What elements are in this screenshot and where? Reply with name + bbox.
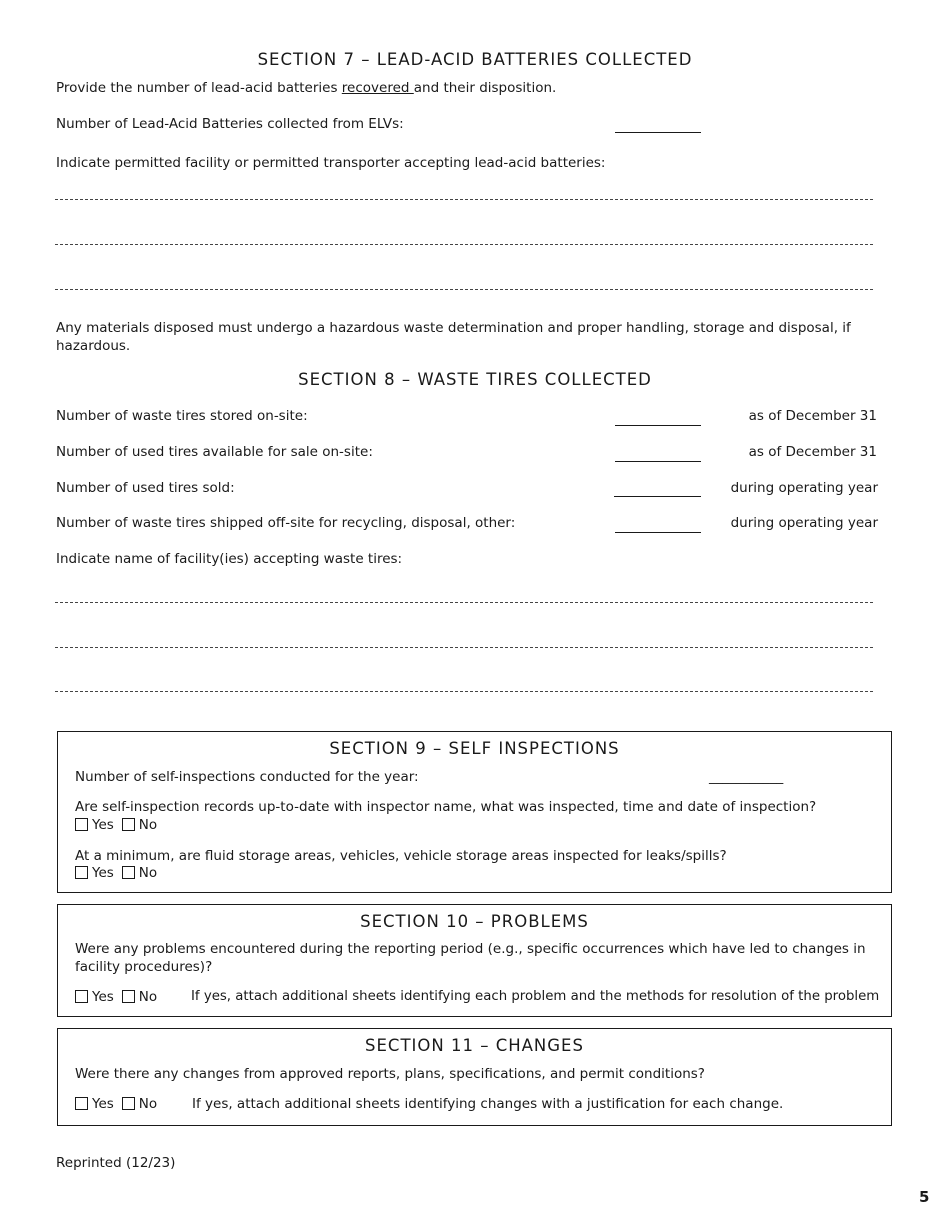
battery-facility-line-2[interactable] xyxy=(55,244,873,245)
tires-stored-field[interactable] xyxy=(615,425,701,426)
self-inspection-count-label: Number of self-inspections conducted for the year: xyxy=(75,769,419,785)
tires-shipped-suffix: during operating year xyxy=(730,515,878,531)
intro-underlined-text: recovered xyxy=(341,80,414,96)
tire-facility-line-2[interactable] xyxy=(55,647,873,648)
tires-for-sale-suffix: as of December 31 xyxy=(748,444,877,460)
yes-label: Yes xyxy=(92,989,114,1005)
tires-for-sale-label: Number of used tires available for sale on-site: xyxy=(56,444,373,460)
section-11-title: SECTION 11 – CHANGES xyxy=(365,1036,584,1055)
leak-inspection-question: At a minimum, are fluid storage areas, vehicles, vehicle storage areas inspected for leaks/spills? xyxy=(75,848,727,864)
changes-question: Were there any changes from approved reports, plans, specifications, and permit conditions? xyxy=(75,1066,705,1082)
section-9-title: SECTION 9 – SELF INSPECTIONS xyxy=(329,739,620,758)
leak-inspection-answer xyxy=(75,865,165,881)
tire-facility-line-3[interactable] xyxy=(55,691,873,692)
leak-no-checkbox[interactable] xyxy=(122,866,135,879)
problems-question-line-1: Were any problems encountered during the reporting period (e.g., specific occurrences which have led to changes in xyxy=(75,941,866,957)
tires-sold-suffix: during operating year xyxy=(730,480,878,496)
records-question: Are self-inspection records up-to-date with inspector name, what was inspected, time and date of inspection? xyxy=(75,799,817,815)
no-label: No xyxy=(138,989,158,1005)
leak-yes-option[interactable] xyxy=(75,865,114,881)
section-7-intro xyxy=(56,80,556,96)
leak-no-option[interactable] xyxy=(122,865,157,881)
tires-for-sale-field[interactable] xyxy=(615,461,701,462)
changes-yes-checkbox[interactable] xyxy=(75,1097,88,1110)
yes-label: Yes xyxy=(92,1096,114,1112)
yes-label: Yes xyxy=(92,817,114,833)
problems-yes-option[interactable] xyxy=(75,989,114,1005)
changes-yes-option[interactable] xyxy=(75,1096,114,1112)
leak-yes-checkbox[interactable] xyxy=(75,866,88,879)
batteries-count-field[interactable] xyxy=(615,132,701,133)
hazardous-waste-note: Any materials disposed must undergo a hazardous waste determination and proper handling, storage and disposal, if hazardous. xyxy=(56,320,851,354)
section-8-title: SECTION 8 – WASTE TIRES COLLECTED xyxy=(298,370,652,389)
tires-stored-suffix: as of December 31 xyxy=(748,408,877,424)
tires-shipped-field[interactable] xyxy=(615,532,701,533)
battery-facility-label: Indicate permitted facility or permitted transporter accepting lead-acid batteries: xyxy=(56,155,606,171)
reprinted-date: Reprinted (12/23) xyxy=(56,1155,176,1171)
tire-facility-line-1[interactable] xyxy=(55,602,873,603)
section-11-box xyxy=(57,1028,892,1126)
records-no-checkbox[interactable] xyxy=(122,818,135,831)
intro-text-end: and their disposition. xyxy=(413,80,557,96)
page-number: 5 xyxy=(919,1188,930,1206)
section-10-title: SECTION 10 – PROBLEMS xyxy=(360,912,589,931)
tires-shipped-label: Number of waste tires shipped off-site for recycling, disposal, other: xyxy=(56,515,516,531)
self-inspection-count-field[interactable]: ___________ xyxy=(709,769,784,785)
changes-note: If yes, attach additional sheets identifying changes with a justification for each change. xyxy=(192,1096,784,1112)
no-label: No xyxy=(138,817,158,833)
records-no-option[interactable] xyxy=(122,817,157,833)
section-9-box xyxy=(57,731,892,893)
records-yes-checkbox[interactable] xyxy=(75,818,88,831)
problems-no-checkbox[interactable] xyxy=(122,990,135,1003)
tires-sold-field[interactable] xyxy=(614,496,701,497)
battery-facility-line-3[interactable] xyxy=(55,289,873,290)
changes-no-checkbox[interactable] xyxy=(122,1097,135,1110)
yes-label: Yes xyxy=(92,865,114,881)
section-10-box xyxy=(57,904,892,1017)
problems-answer xyxy=(75,989,165,1005)
records-yes-option[interactable] xyxy=(75,817,114,833)
changes-no-option[interactable] xyxy=(122,1096,157,1112)
problems-question-line-2: facility procedures)? xyxy=(75,959,213,975)
no-label: No xyxy=(138,1096,158,1112)
changes-answer xyxy=(75,1096,165,1112)
intro-text: Provide the number of lead-acid batteries xyxy=(56,80,342,96)
tires-sold-label: Number of used tires sold: xyxy=(56,480,235,496)
tire-facility-label: Indicate name of facility(ies) accepting waste tires: xyxy=(56,551,403,567)
problems-yes-checkbox[interactable] xyxy=(75,990,88,1003)
section-7-title: SECTION 7 – LEAD-ACID BATTERIES COLLECTED xyxy=(257,50,693,69)
batteries-count-label: Number of Lead-Acid Batteries collected from ELVs: xyxy=(56,116,404,132)
tires-stored-label: Number of waste tires stored on-site: xyxy=(56,408,308,424)
no-label: No xyxy=(138,865,158,881)
records-answer xyxy=(75,817,165,833)
battery-facility-line-1[interactable] xyxy=(55,199,873,200)
problems-no-option[interactable] xyxy=(122,989,157,1005)
problems-note: If yes, attach additional sheets identifying each problem and the methods for resolution of the problem xyxy=(191,989,880,1004)
